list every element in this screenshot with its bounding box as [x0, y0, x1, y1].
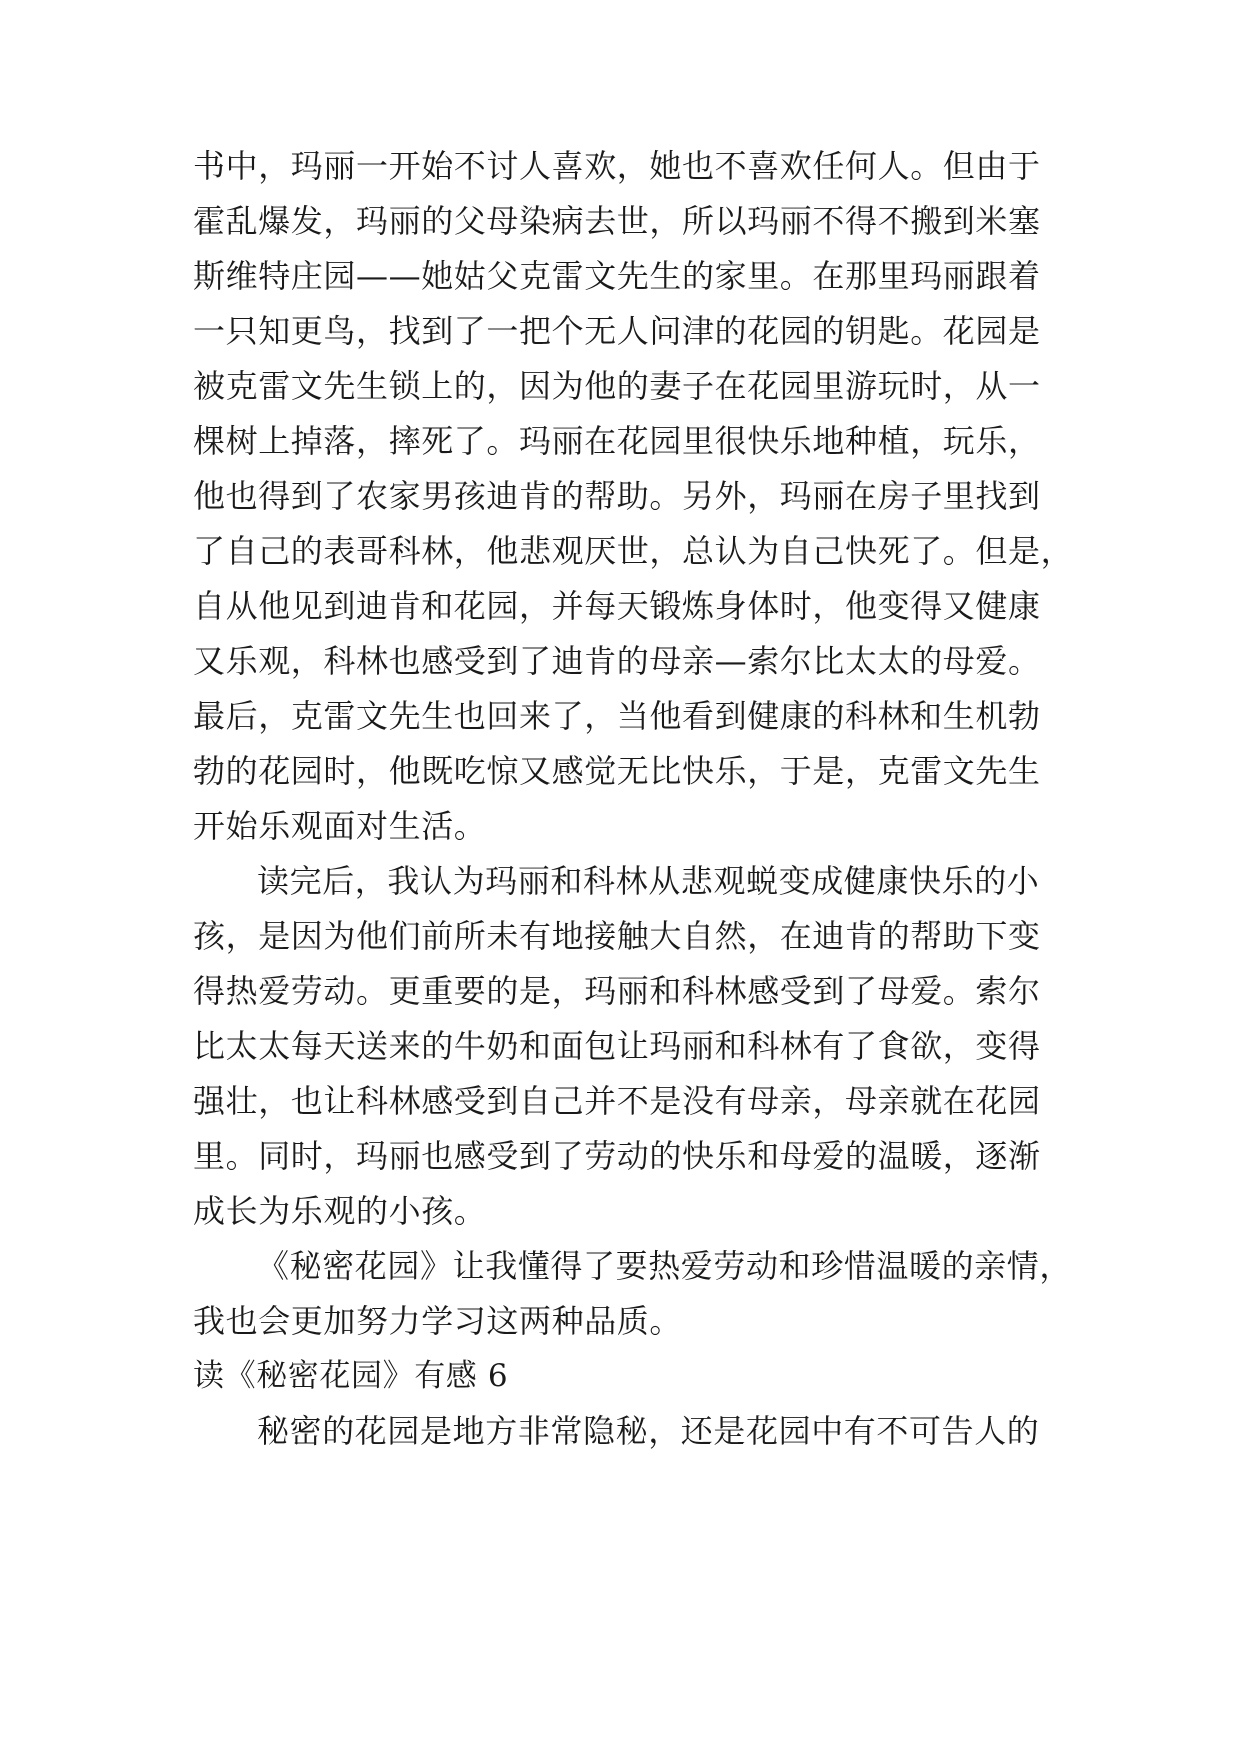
paragraph-line: 斯维特庄园——她姑父克雷文先生的家里。在那里玛丽跟着 — [193, 257, 1041, 295]
paragraph-line: 比太太每天送来的牛奶和面包让玛丽和科林有了食欲，变得 — [193, 1027, 1041, 1065]
paragraph-line: 《秘密花园》让我懂得了要热爱劳动和珍惜温暖的亲情， — [257, 1247, 1073, 1285]
paragraph-line: 霍乱爆发，玛丽的父母染病去世，所以玛丽不得不搬到米塞 — [193, 202, 1041, 240]
paragraph-line: 读完后，我认为玛丽和科林从悲观蜕变成健康快乐的小 — [257, 862, 1040, 900]
paragraph-line: 被克雷文先生锁上的，因为他的妻子在花园里游玩时，从一 — [193, 367, 1041, 405]
paragraph-line: 秘密的花园是地方非常隐秘，还是花园中有不可告人的 — [257, 1412, 1040, 1450]
paragraph-line: 自从他见到迪肯和花园，并每天锻炼身体时，他变得又健康 — [193, 587, 1041, 625]
paragraph-line: 强壮，也让科林感受到自己并不是没有母亲，母亲就在花园 — [193, 1082, 1041, 1120]
paragraph-line: 开始乐观面对生活。 — [193, 807, 487, 845]
paragraph-line: 我也会更加努力学习这两种品质。 — [193, 1302, 683, 1340]
paragraph-line: 成长为乐观的小孩。 — [193, 1192, 487, 1230]
paragraph-line: 最后，克雷文先生也回来了，当他看到健康的科林和生机勃 — [193, 697, 1041, 735]
paragraph-line: 孩，是因为他们前所未有地接触大自然，在迪肯的帮助下变 — [193, 917, 1041, 955]
paragraph-line: 棵树上掉落，摔死了。玛丽在花园里很快乐地种植，玩乐， — [193, 422, 1041, 460]
paragraph-line: 勃的花园时，他既吃惊又感觉无比快乐，于是，克雷文先生 — [193, 752, 1041, 790]
paragraph-line: 他也得到了农家男孩迪肯的帮助。另外，玛丽在房子里找到 — [193, 477, 1041, 515]
paragraph-line: 了自己的表哥科林，他悲观厌世，总认为自己快死了。但是， — [193, 532, 1074, 570]
paragraph-line: 一只知更鸟，找到了一把个无人问津的花园的钥匙。花园是 — [193, 312, 1041, 350]
paragraph-line: 里。同时，玛丽也感受到了劳动的快乐和母爱的温暖，逐渐 — [193, 1137, 1041, 1175]
paragraph-line: 得热爱劳动。更重要的是，玛丽和科林感受到了母爱。索尔 — [193, 972, 1041, 1010]
paragraph-line: 又乐观，科林也感受到了迪肯的母亲—索尔比太太的母爱。 — [193, 642, 1041, 680]
section-heading: 读《秘密花园》有感 6 — [193, 1358, 509, 1394]
paragraph-line: 书中，玛丽一开始不讨人喜欢，她也不喜欢任何人。但由于 — [193, 147, 1041, 185]
